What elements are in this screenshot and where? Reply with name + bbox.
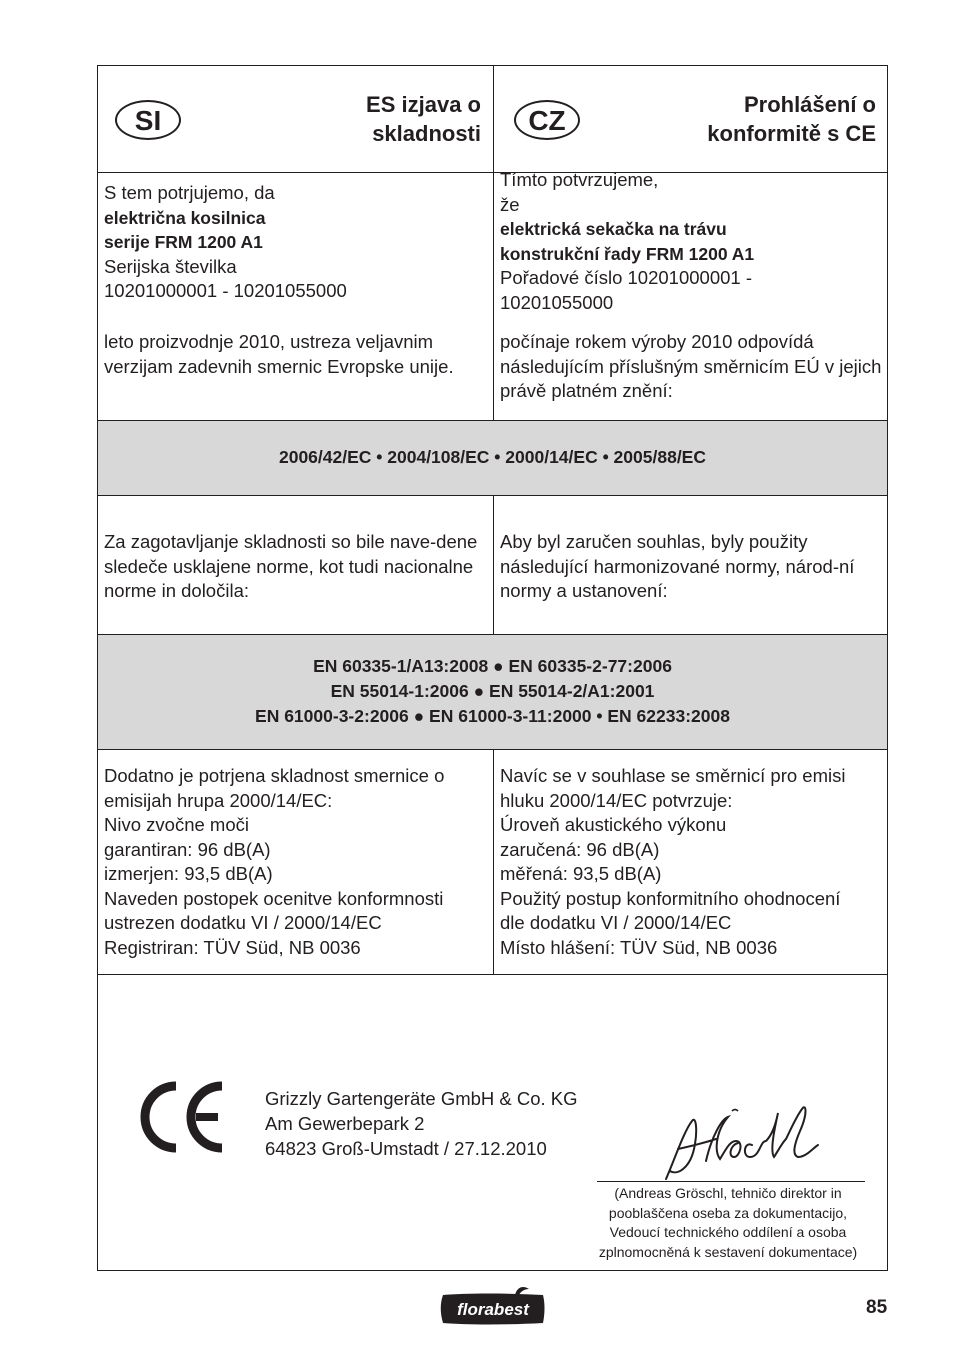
cz-product-text [500, 168, 882, 315]
cz-line: Tímto potvrzujeme, [500, 169, 659, 190]
noise-row [98, 750, 887, 975]
si-noise-text [104, 764, 487, 960]
company-name: Grizzly Gartengeräte GmbH & Co. KG [265, 1088, 578, 1109]
standards-list [98, 654, 887, 729]
caption-line: zplnomocněná k sestavení dokumentace) [598, 1243, 858, 1260]
confirmation-cz [494, 169, 888, 420]
page-number: 85 [866, 1297, 888, 1318]
cz-noise-line: Použitý postup konformitního ohodnocení [500, 887, 841, 909]
signature-caption [568, 1184, 888, 1262]
si-year-text: leto proizvodnje 2010, ustreza veljavnim verzijam zadevnih smernic Evropske unije. [104, 331, 454, 377]
si-badge: SI [115, 100, 181, 140]
si-noise-line: Registriran: TÜV Süd, NB 0036 [104, 936, 361, 958]
si-standards-intro: Za zagotavljanje skladnosti so bile nave-dene sledeče usklajene norme, kot tudi nacionalne norme in določila: [104, 531, 478, 601]
noise-si [98, 750, 493, 974]
declaration-table [97, 65, 888, 1271]
cz-noise-line: Místo hlášení: TÜV Süd, NB 0036 [500, 936, 778, 958]
ce-mark-icon [138, 1078, 228, 1158]
caption-line: (Andreas Gröschl, tehničo direktor in [614, 1185, 842, 1201]
standards-line: EN 61000-3-2:2006 ● EN 61000-3-11:2000 • EN 62233:2008 [255, 706, 730, 726]
header-cz [494, 66, 888, 172]
cz-noise-text [500, 764, 882, 960]
si-line: S tem potrjujemo, da [104, 182, 275, 203]
company-city-date: 64823 Groß-Umstadt / 27.12.2010 [265, 1138, 547, 1159]
signature [656, 1101, 836, 1186]
si-noise-line: izmerjen: 93,5 dB(A) [104, 863, 273, 884]
cz-badge: CZ [514, 100, 580, 140]
cz-product-name: elektrická sekačka na trávu [500, 219, 727, 239]
cz-title [707, 90, 876, 148]
header-row [98, 66, 887, 173]
si-noise-line: Nivo zvočne moči [104, 814, 249, 835]
directives-row [98, 421, 887, 496]
signature-line [597, 1181, 865, 1182]
cz-noise-line: Navíc se v souhlase se směrnicí pro emisi [500, 765, 846, 786]
cz-noise-line: Úroveň akustického výkonu [500, 814, 727, 835]
cz-noise-line: měřená: 93,5 dB(A) [500, 863, 662, 884]
si-title-line1: ES izjava o [366, 92, 481, 117]
cz-title-line2: konformitě s CE [707, 121, 876, 146]
company-address [265, 1086, 578, 1161]
cz-line: 10201055000 [500, 291, 614, 313]
si-noise-line: ustrezen dodatku VI / 2000/14/EC [104, 912, 382, 933]
si-noise-line: Dodatno je potrjena skladnost smernice o [104, 765, 445, 786]
cz-line: Pořadové číslo 10201000001 - [500, 267, 752, 288]
confirmation-row [98, 169, 887, 421]
standards-intro-si [98, 496, 493, 634]
si-noise-line: Naveden postopek ocenitve konformnosti [104, 887, 444, 909]
florabest-logo [437, 1283, 549, 1327]
si-line: Serijska številka [104, 255, 237, 277]
si-product-series: serije FRM 1200 A1 [104, 232, 263, 252]
cz-title-line1: Prohlášení o [743, 92, 876, 117]
standards-row [98, 635, 887, 750]
brand-text: florabest [457, 1300, 529, 1319]
cz-noise-line: zaručená: 96 dB(A) [500, 838, 660, 860]
directives-list: 2006/42/EC • 2004/108/EC • 2000/14/EC • 2005/88/EC [278, 447, 706, 467]
confirmation-si [98, 173, 493, 420]
si-product-name: električna kosilnica [104, 207, 266, 228]
noise-cz [494, 750, 888, 974]
caption-line: pooblaščena oseba za dokumentacijo, [608, 1204, 848, 1221]
cz-line: že [500, 193, 520, 215]
si-product-text [104, 181, 487, 304]
si-noise-line: emisijah hrupa 2000/14/EC: [104, 789, 333, 811]
cz-standards-intro: Aby byl zaručen souhlas, byly použity následující harmonizované normy, národ-ní normy a ustanovení: [500, 531, 855, 601]
caption-line: Vedoucí technického oddílení a osoba [609, 1224, 847, 1240]
cz-noise-line: hluku 2000/14/EC potvrzuje: [500, 789, 733, 811]
standards-intro-row [98, 496, 887, 635]
cz-noise-line: dle dodatku VI / 2000/14/EC [500, 912, 732, 933]
cz-product-series: konstrukční řady FRM 1200 A1 [500, 243, 755, 264]
header-si [98, 66, 493, 172]
si-noise-line: garantiran: 96 dB(A) [104, 838, 271, 860]
si-title-line2: skladnosti [372, 121, 481, 146]
standards-line: EN 55014-1:2006 ● EN 55014-2/A1:2001 [330, 681, 655, 701]
standards-intro-cz [494, 496, 888, 634]
standards-line: EN 60335-1/A13:2008 ● EN 60335-2-77:2006 [313, 656, 672, 676]
cz-year-text: počínaje rokem výroby 2010 odpovídá následujícím příslušným směrnicím EÚ v jejich právě platném znění: [500, 331, 882, 401]
si-title [366, 90, 481, 148]
company-street: Am Gewerbepark 2 [265, 1113, 425, 1134]
si-serial-range: 10201000001 - 10201055000 [104, 280, 347, 301]
